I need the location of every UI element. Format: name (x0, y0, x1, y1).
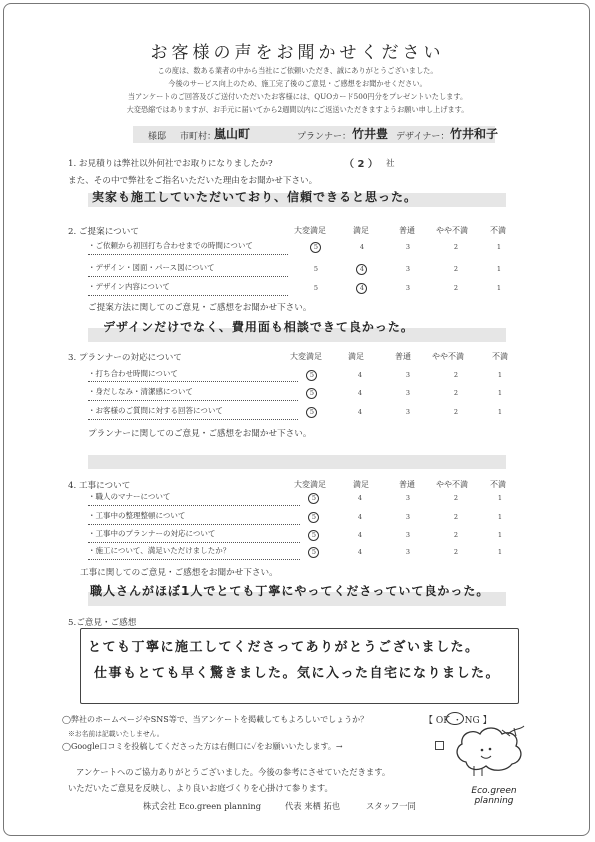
google-review-instruction: ◯Google口コミを投稿してくださった方は右側口に✓をお願いいたします。→ (62, 742, 343, 751)
q4-rating-option[interactable]: 5 (311, 494, 317, 502)
consent-options[interactable]: 【 OK ・ NG 】 (424, 716, 492, 726)
q3-rating-option[interactable]: 2 (453, 389, 459, 397)
q1-answer[interactable]: 実家も施工していただいており、信頼できると思った。 (92, 190, 418, 204)
q2-rating-option[interactable]: 2 (453, 284, 459, 292)
planner-label: プランナー： (297, 132, 352, 142)
q1-reason-prompt: また、その中で弊社をご指名いただいた理由をお聞かせ下さい。 (68, 176, 318, 186)
q3-scale-5: 大変満足 (290, 352, 322, 361)
q2-rating-option[interactable]: 1 (496, 243, 502, 251)
q4-scale-3: 普通 (399, 480, 415, 489)
intro-line-4: 大変恐縮ではありますが、お手元に届いてから2週間以内にご返送いただきますようお願い申し上げます。 (126, 105, 469, 114)
consent-note: ※お名前は記載いたしません。 (68, 730, 164, 738)
q4-scale-1: 不満 (490, 480, 506, 489)
q5-line-1[interactable]: とても丁寧に施工してくださってありがとうございました。 (88, 640, 480, 655)
q2-rating-option[interactable]: 1 (496, 284, 502, 292)
q2-scale-3: 普通 (399, 226, 415, 235)
q3-rating-option[interactable]: 5 (309, 389, 315, 397)
q3-selected-circle (306, 407, 317, 418)
eco-green-logo-icon (452, 722, 532, 784)
q3-selected-circle (306, 370, 317, 381)
q4-rating-option[interactable]: 1 (497, 513, 503, 521)
q3-selected-circle (306, 388, 317, 399)
q3-rating-option[interactable]: 3 (405, 408, 411, 416)
q4-row-4: ・施工について、満足いただけましたか？ (88, 546, 231, 555)
q4-row-1: ・職人のマナーについて (88, 492, 171, 501)
q3-row-1-dots (88, 381, 298, 382)
q3-scale-4: 満足 (348, 352, 364, 361)
q5-heading: 5.ご意見・ご感想 (68, 618, 137, 628)
q4-row-3: ・工事中のプランナーの対応について (88, 529, 216, 538)
q4-row-2-dots (88, 524, 300, 525)
q2-scale-1: 不満 (490, 226, 506, 235)
q4-rating-option[interactable]: 3 (405, 531, 411, 539)
q4-selected-circle (308, 493, 319, 504)
q3-rating-option[interactable]: 5 (309, 371, 315, 379)
town-label: 市町村： (180, 132, 217, 142)
logo-text: Eco.green planning (471, 786, 517, 806)
q3-rating-option[interactable]: 3 (405, 371, 411, 379)
q4-selected-circle (308, 512, 319, 523)
q4-rating-option[interactable]: 2 (453, 531, 459, 539)
footer-representative: 代表 来栖 拓也 (285, 801, 341, 811)
q2-comment[interactable]: デザインだけでなく、費用面も相談できて良かった。 (103, 320, 414, 334)
q4-scale-4: 満足 (353, 480, 369, 489)
q3-rating-option[interactable]: 2 (453, 408, 459, 416)
q2-row-1: ・ご依頼から初回打ち合わせまでの時間について (88, 241, 253, 250)
google-review-checkbox[interactable] (435, 741, 444, 750)
q2-comment-label: ご提案方法に関してのご意見・ご感想をお聞かせ下さい。 (88, 303, 312, 313)
q2-row-3: ・デザイン内容について (88, 282, 170, 291)
footer-company: 株式会社 Eco.green planning (143, 801, 261, 811)
q3-rating-option[interactable]: 1 (497, 408, 503, 416)
q4-row-4-dots (88, 559, 300, 560)
q4-rating-option[interactable]: 4 (357, 548, 363, 556)
planner-value[interactable]: 竹井豊 (352, 127, 389, 141)
q2-rating-option[interactable]: 2 (453, 265, 459, 273)
q2-scale-4: 満足 (353, 226, 369, 235)
q2-rating-option[interactable]: 1 (496, 265, 502, 273)
q2-rating-option[interactable]: 3 (405, 265, 411, 273)
q1-company-count[interactable]: （ 2 ） (344, 159, 378, 170)
q2-rating-option[interactable]: 4 (359, 243, 365, 251)
q5-line-2[interactable]: 仕事もとても早く驚きました。気に入った自宅になりました。 (94, 666, 501, 681)
q4-rating-option[interactable]: 5 (311, 513, 317, 521)
q4-rating-option[interactable]: 4 (357, 531, 363, 539)
q3-scale-3: 普通 (395, 352, 411, 361)
q4-rating-option[interactable]: 3 (405, 494, 411, 502)
q3-rating-option[interactable]: 1 (497, 371, 503, 379)
q2-selected-circle (356, 264, 367, 275)
q2-rating-option[interactable]: 5 (313, 284, 319, 292)
q4-rating-option[interactable]: 3 (405, 513, 411, 521)
q2-row-2-dots (88, 276, 288, 277)
footer-staff: スタッフ一同 (366, 801, 416, 811)
q4-row-2: ・工事中の整理整頓について (88, 511, 186, 520)
town-value[interactable]: 嵐山町 (214, 127, 251, 141)
q3-scale-2: やや不満 (432, 352, 464, 361)
q4-rating-option[interactable]: 3 (405, 548, 411, 556)
footer-thanks: アンケートへのご協力ありがとうございました。今後の参考にさせていただきます。 (76, 767, 391, 777)
q1-unit: 社 (386, 159, 395, 169)
q4-selected-circle (308, 530, 319, 541)
q4-rating-option[interactable]: 2 (453, 548, 459, 556)
intro-line-3: 当アンケートのご回答及びご送付いただいたお客様には、QUOカード500円分をプレゼントいたします。 (127, 92, 468, 101)
q3-rating-option[interactable]: 4 (357, 389, 363, 397)
q4-rating-option[interactable]: 2 (453, 494, 459, 502)
q4-comment[interactable]: 職人さんがほぼ1人でとても丁寧にやってくださっていて良かった。 (90, 584, 490, 598)
footer-promise: いただいたご意見を反映し、より良いお庭づくりを心掛けて参ります。 (68, 783, 333, 793)
q2-rating-option[interactable]: 3 (405, 243, 411, 251)
q2-selected-circle (356, 283, 367, 294)
q3-rating-option[interactable]: 2 (453, 371, 459, 379)
q3-scale-1: 不満 (492, 352, 508, 361)
q4-rating-option[interactable]: 1 (497, 548, 503, 556)
q2-row-3-dots (88, 295, 288, 296)
q4-row-3-dots (88, 542, 300, 543)
designer-value[interactable]: 竹井和子 (450, 127, 499, 141)
q2-selected-circle (310, 242, 321, 253)
consent-question: ◯弊社のホームページやSNS等で、当アンケートを掲載してもよろしいでしょうか？ (62, 715, 369, 724)
q4-rating-option[interactable]: 1 (497, 531, 503, 539)
q4-rating-option[interactable]: 5 (311, 531, 317, 539)
page-title: お客様の声をお聞かせください (150, 43, 445, 63)
q3-rating-option[interactable]: 1 (497, 389, 503, 397)
q2-scale-5: 大変満足 (294, 226, 326, 235)
designer-label: デザイナー： (396, 132, 450, 142)
q2-rating-option[interactable]: 5 (313, 265, 319, 273)
q4-rating-option[interactable]: 2 (453, 513, 459, 521)
q4-scale-5: 大変満足 (294, 480, 326, 489)
q4-comment-label: 工事に関してのご意見・ご感想をお聞かせ下さい。 (80, 568, 278, 578)
suffix-label: 様邸 (148, 132, 167, 142)
intro-line-2: 今後のサービス向上のため、施工完了後のご意見・ご感想をお聞かせください。 (168, 79, 427, 88)
q2-rating-option[interactable]: 4 (359, 284, 365, 292)
q3-row-2-dots (88, 400, 298, 401)
q3-row-3: ・お客様のご質問に対する回答について (88, 406, 223, 415)
q3-rating-option[interactable]: 3 (405, 389, 411, 397)
q3-comment-bar (88, 455, 506, 469)
q3-row-2: ・身だしなみ・清潔感について (88, 387, 193, 396)
q2-rating-option[interactable]: 4 (359, 265, 365, 273)
q3-comment-label: プランナーに関してのご意見・ご感想をお聞かせ下さい。 (88, 429, 312, 439)
q3-row-3-dots (88, 419, 298, 420)
q3-rating-option[interactable]: 4 (357, 408, 363, 416)
q4-rating-option[interactable]: 5 (311, 548, 317, 556)
q4-row-1-dots (88, 505, 300, 506)
q1-question: 1. お見積りは弊社以外何社でお取りになりましたか? (68, 159, 273, 169)
q3-rating-option[interactable]: 4 (357, 371, 363, 379)
q2-scale-2: やや不満 (436, 226, 468, 235)
q4-rating-option[interactable]: 4 (357, 494, 363, 502)
q2-row-1-dots (88, 254, 288, 255)
q4-scale-2: やや不満 (436, 480, 468, 489)
q3-heading: 3. プランナーの対応について (68, 353, 182, 363)
q4-selected-circle (308, 547, 319, 558)
q4-heading: 4. 工事について (68, 481, 131, 491)
q2-rating-option[interactable]: 5 (313, 243, 319, 251)
q3-rating-option[interactable]: 5 (309, 408, 315, 416)
q2-rating-option[interactable]: 3 (405, 284, 411, 292)
q4-rating-option[interactable]: 4 (357, 513, 363, 521)
intro-line-1: この度は、数ある業者の中から当社にご依頼いただき、誠にありがとうございました。 (157, 66, 438, 75)
q2-row-2: ・デザイン・図面・パース図について (88, 263, 215, 272)
q2-heading: 2. ご提案について (68, 227, 139, 237)
q2-rating-option[interactable]: 2 (453, 243, 459, 251)
q3-row-1: ・打ち合わせ時間について (88, 369, 178, 378)
q4-rating-option[interactable]: 1 (497, 494, 503, 502)
